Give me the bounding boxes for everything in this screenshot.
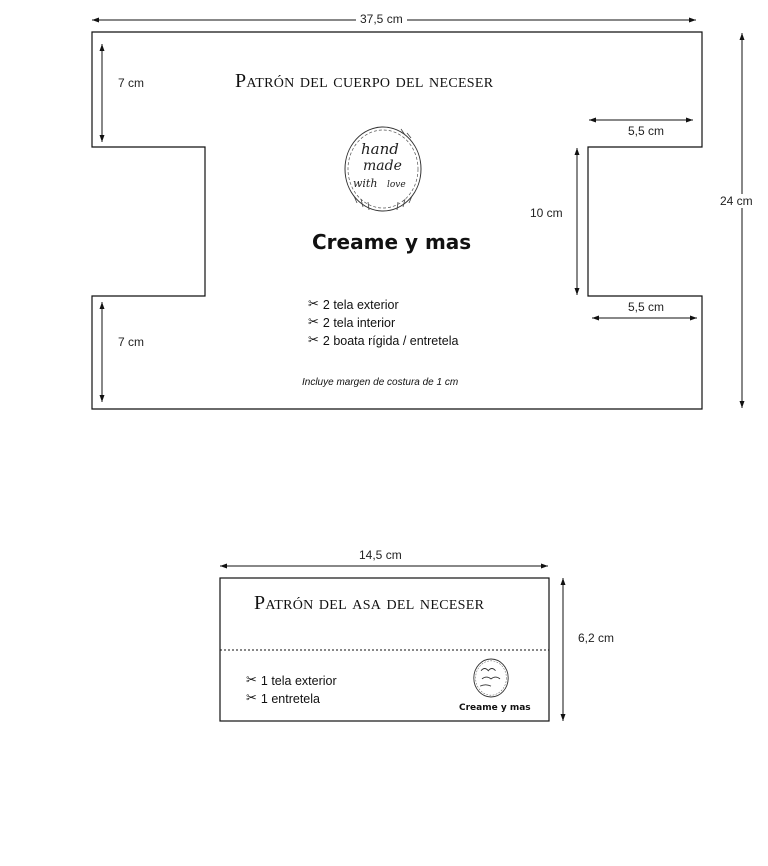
hand-made-logo-icon xyxy=(341,123,425,215)
cut-item: ✂ 2 tela interior xyxy=(308,315,396,330)
logo-line-1: hand xyxy=(361,140,399,158)
handle-pattern-title: Patrón del asa del neceser xyxy=(254,592,485,614)
scissors-icon: ✂ xyxy=(308,333,319,348)
cut-item: ✂ 1 tela exterior xyxy=(246,673,337,688)
right-bottom-label: 5,5 cm xyxy=(628,300,665,314)
cut-item: ✂ 2 tela exterior xyxy=(308,297,399,312)
handle-height-label: 6,2 cm xyxy=(578,631,615,645)
cut-item: ✂ 2 boata rígida / entretela xyxy=(308,333,459,348)
handle-width-label: 14,5 cm xyxy=(355,548,406,562)
seam-allowance-note: Incluye margen de costura de 1 cm xyxy=(302,377,459,388)
top-left-label: 7 cm xyxy=(118,76,145,90)
bottom-left-label: 7 cm xyxy=(118,335,145,349)
handle-cut-list xyxy=(246,672,337,708)
scissors-icon: ✂ xyxy=(246,691,257,706)
scissors-icon: ✂ xyxy=(308,297,319,312)
cut-item: ✂ 1 entretela xyxy=(246,691,320,706)
body-pattern-title: Patrón del cuerpo del neceser xyxy=(235,70,494,92)
body-width-label: 37,5 cm xyxy=(356,12,407,26)
notch-height-label: 10 cm xyxy=(530,206,563,220)
logo-line-3: with xyxy=(353,177,378,190)
logo-line-4: love xyxy=(387,180,406,190)
brand-name: Creame y mas xyxy=(312,230,472,254)
body-cut-list xyxy=(308,296,458,350)
body-height-label: 24 cm xyxy=(716,194,757,208)
handle-brand-name: Creame y mas xyxy=(459,703,531,713)
logo-line-2: made xyxy=(363,158,402,174)
right-top-label: 5,5 cm xyxy=(628,124,665,138)
hand-made-logo-small-icon xyxy=(472,657,510,699)
scissors-icon: ✂ xyxy=(308,315,319,330)
scissors-icon: ✂ xyxy=(246,673,257,688)
